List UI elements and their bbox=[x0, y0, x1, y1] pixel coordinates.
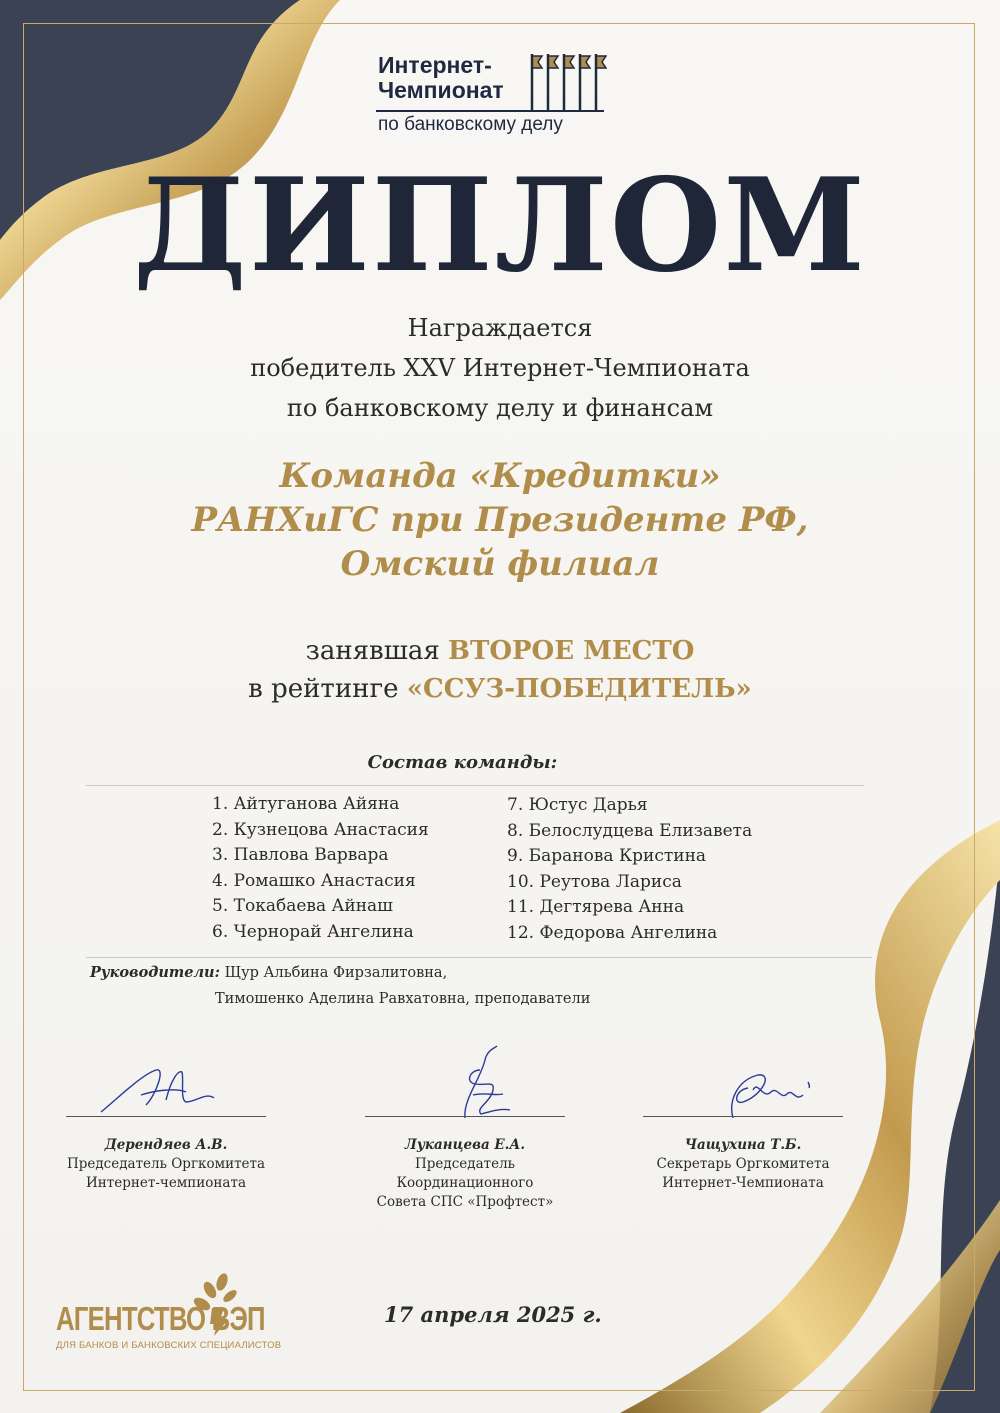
leaders-label: Руководители: bbox=[90, 964, 220, 981]
signer-role-2b: Координационного bbox=[396, 1175, 534, 1191]
list-item: 2. Кузнецова Анастасия bbox=[212, 819, 429, 840]
logo-line-1: Интернет- bbox=[378, 52, 492, 78]
flags-icon bbox=[522, 52, 607, 110]
championship-logo bbox=[376, 50, 616, 140]
list-item: 7. Юстус Дарья bbox=[507, 795, 648, 815]
divider-top bbox=[86, 785, 864, 786]
divider-bottom bbox=[86, 957, 872, 958]
signer-name-2: Луканцева Е.А. bbox=[404, 1137, 526, 1153]
rating-value: «ССУЗ-ПОБЕДИТЕЛЬ» bbox=[406, 674, 752, 704]
logo-line-2: Чемпионат bbox=[378, 77, 504, 103]
award-line-3: по банковскому делу и финансам bbox=[286, 394, 714, 422]
team-line-3: Омский филиал bbox=[340, 544, 660, 584]
signature-line-1 bbox=[66, 1116, 266, 1117]
place-value: ВТОРОЕ МЕСТО bbox=[448, 636, 695, 666]
list-item: 3. Павлова Варвара bbox=[212, 845, 389, 866]
list-item: 1. Айтуганова Айяна bbox=[212, 794, 400, 814]
team-name bbox=[0, 454, 1000, 586]
list-item: 8. Белослудцева Елизавета bbox=[507, 820, 753, 841]
signer-role-1a: Председатель Оргкомитета bbox=[66, 1156, 266, 1172]
agency-logo bbox=[56, 1270, 296, 1360]
list-item: 11. Дегтярева Анна bbox=[507, 897, 685, 918]
list-item: 9. Баранова Кристина bbox=[507, 846, 707, 867]
leaders-block bbox=[90, 960, 590, 1012]
signer-role-3a: Секретарь Оргкомитета bbox=[656, 1156, 830, 1172]
signer-name-1: Дерендяев А.В. bbox=[104, 1137, 228, 1153]
signer-role-2a: Председатель bbox=[414, 1156, 515, 1172]
signer-role-3b: Интернет-Чемпионата bbox=[662, 1175, 824, 1191]
members-left bbox=[212, 792, 429, 946]
leader-2: Тимошенко Аделина Равхатовна, преподаватели bbox=[215, 991, 591, 1007]
handwritten-signature-2 bbox=[385, 1040, 545, 1120]
signer-role-2c: Совета СПС «Профтест» bbox=[376, 1194, 554, 1210]
signer-role-1b: Интернет-чемпионата bbox=[86, 1175, 246, 1191]
place-text bbox=[0, 632, 1000, 708]
list-item: 5. Токабаева Айнаш bbox=[212, 896, 393, 917]
agency-name: АГЕНТСТВО ВЭП bbox=[56, 1300, 265, 1337]
team-line-2: РАНХиГС при Президенте РФ, bbox=[191, 500, 809, 540]
place-prefix: занявшая bbox=[305, 636, 449, 666]
logo-line-3: по банковскому делу bbox=[378, 114, 563, 135]
award-line-1: Награждается bbox=[407, 314, 593, 342]
team-line-1: Команда «Кредитки» bbox=[279, 456, 721, 496]
award-text bbox=[0, 308, 1000, 428]
award-line-2: победитель XXV Интернет-Чемпионата bbox=[250, 354, 750, 382]
signature-line-3 bbox=[643, 1116, 843, 1117]
agency-subtitle: ДЛЯ БАНКОВ И БАНКОВСКИХ СПЕЦИАЛИСТОВ bbox=[56, 1340, 282, 1351]
diploma-title: ДИПЛОМ bbox=[133, 151, 867, 301]
list-item: 12. Федорова Ангелина bbox=[507, 922, 718, 943]
team-heading: Состав команды: bbox=[367, 752, 558, 773]
signer-name-3: Чащухина Т.Б. bbox=[684, 1137, 802, 1153]
logo-divider bbox=[376, 110, 604, 112]
members-right bbox=[507, 793, 752, 947]
list-item: 10. Реутова Лариса bbox=[507, 871, 682, 892]
leader-1: Щур Альбина Фирзалитовна, bbox=[219, 965, 448, 981]
signature-line-2 bbox=[365, 1116, 565, 1117]
handwritten-signature-3 bbox=[663, 1040, 823, 1120]
list-item: 6. Чернорай Ангелина bbox=[212, 921, 414, 942]
issue-date: 17 апреля 2025 г. bbox=[384, 1302, 602, 1327]
list-item: 4. Ромашко Анастасия bbox=[212, 870, 416, 891]
handwritten-signature-1 bbox=[86, 1040, 246, 1120]
rating-prefix: в рейтинге bbox=[248, 674, 407, 704]
